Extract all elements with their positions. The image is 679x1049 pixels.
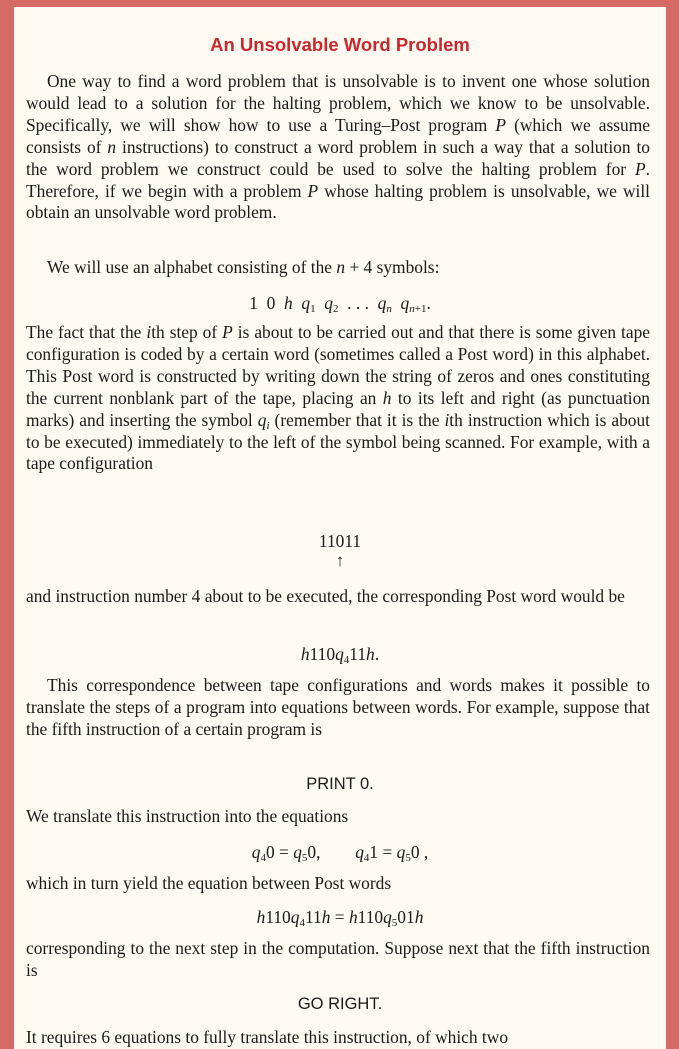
paragraph-4: and instruction number 4 about to be executed, the corresponding Post word would be — [26, 586, 625, 606]
scan-arrow-icon: ↑ — [335, 551, 345, 570]
tape-configuration: 11011 — [318, 531, 362, 551]
alphabet-render: 1 0 h $q_1$ $q_2$ . . . $q_n$ $q_{n+1}$. — [249, 293, 431, 315]
article-page — [14, 7, 666, 1049]
paragraph-1: One way to find a word problem that is unsolvable is to invent one whose solution would lead to a solution for the halting problem, which we know to be unsolvable. Specifically, we will show how to use a Turing–Post program P (which we assume consists of n instructions) to construct a word problem in such a way that a solution to the word problem we construct could be used to solve the halting problem for P. Therefore, if we begin with a problem P whose halting problem is unsolvable, we will obtain an unsolvable word problem. — [26, 71, 651, 223]
instruction-go-right: GO RIGHT. — [297, 995, 383, 1013]
paragraph-5: This correspondence between tape configurations and words makes it possible to translate the steps of a program into equations between words. For example, suppose that the fifth instruction of a certain program is — [26, 675, 650, 739]
article-title: An Unsolvable Word Problem — [210, 34, 470, 55]
alphabet-symbols — [14, 293, 666, 314]
instruction-print: PRINT 0. — [306, 775, 374, 793]
paragraph-3: The fact that the ith step of P is about to be carried out and that there is some given tape configuration is coded by a certain word (sometimes called a Post word) in this alphabet. This Post word is constructed by writing down the string of zeros and ones constituting the current nonblank part of the tape, placing an h to its left and right (as punctuation marks) and inserting the symbol $q_i$ (remember that it is the ith instruction which is about to be executed) immediately to the left of the symbol being scanned. For example, with a tape configuration — [26, 322, 651, 474]
paragraph-9: It requires 6 equations to fully translate this instruction, of which two — [26, 1027, 509, 1047]
post-word-example: $h110q_411h$. — [300, 644, 380, 666]
post-word-equation: $h110q_411h = h110q_501h$ — [256, 907, 424, 929]
paragraph-7: which in turn yield the equation between Post words — [26, 873, 392, 893]
equations: $q_40 = q_50$, $q_41 = q_50$ , — [251, 842, 429, 864]
paragraph-6: We translate this instruction into the equations — [26, 806, 349, 826]
paragraph-8: corresponding to the next step in the computation. Suppose next that the fifth instruction is — [26, 938, 650, 980]
paragraph-2: We will use an alphabet consisting of the n + 4 symbols: — [47, 257, 440, 277]
